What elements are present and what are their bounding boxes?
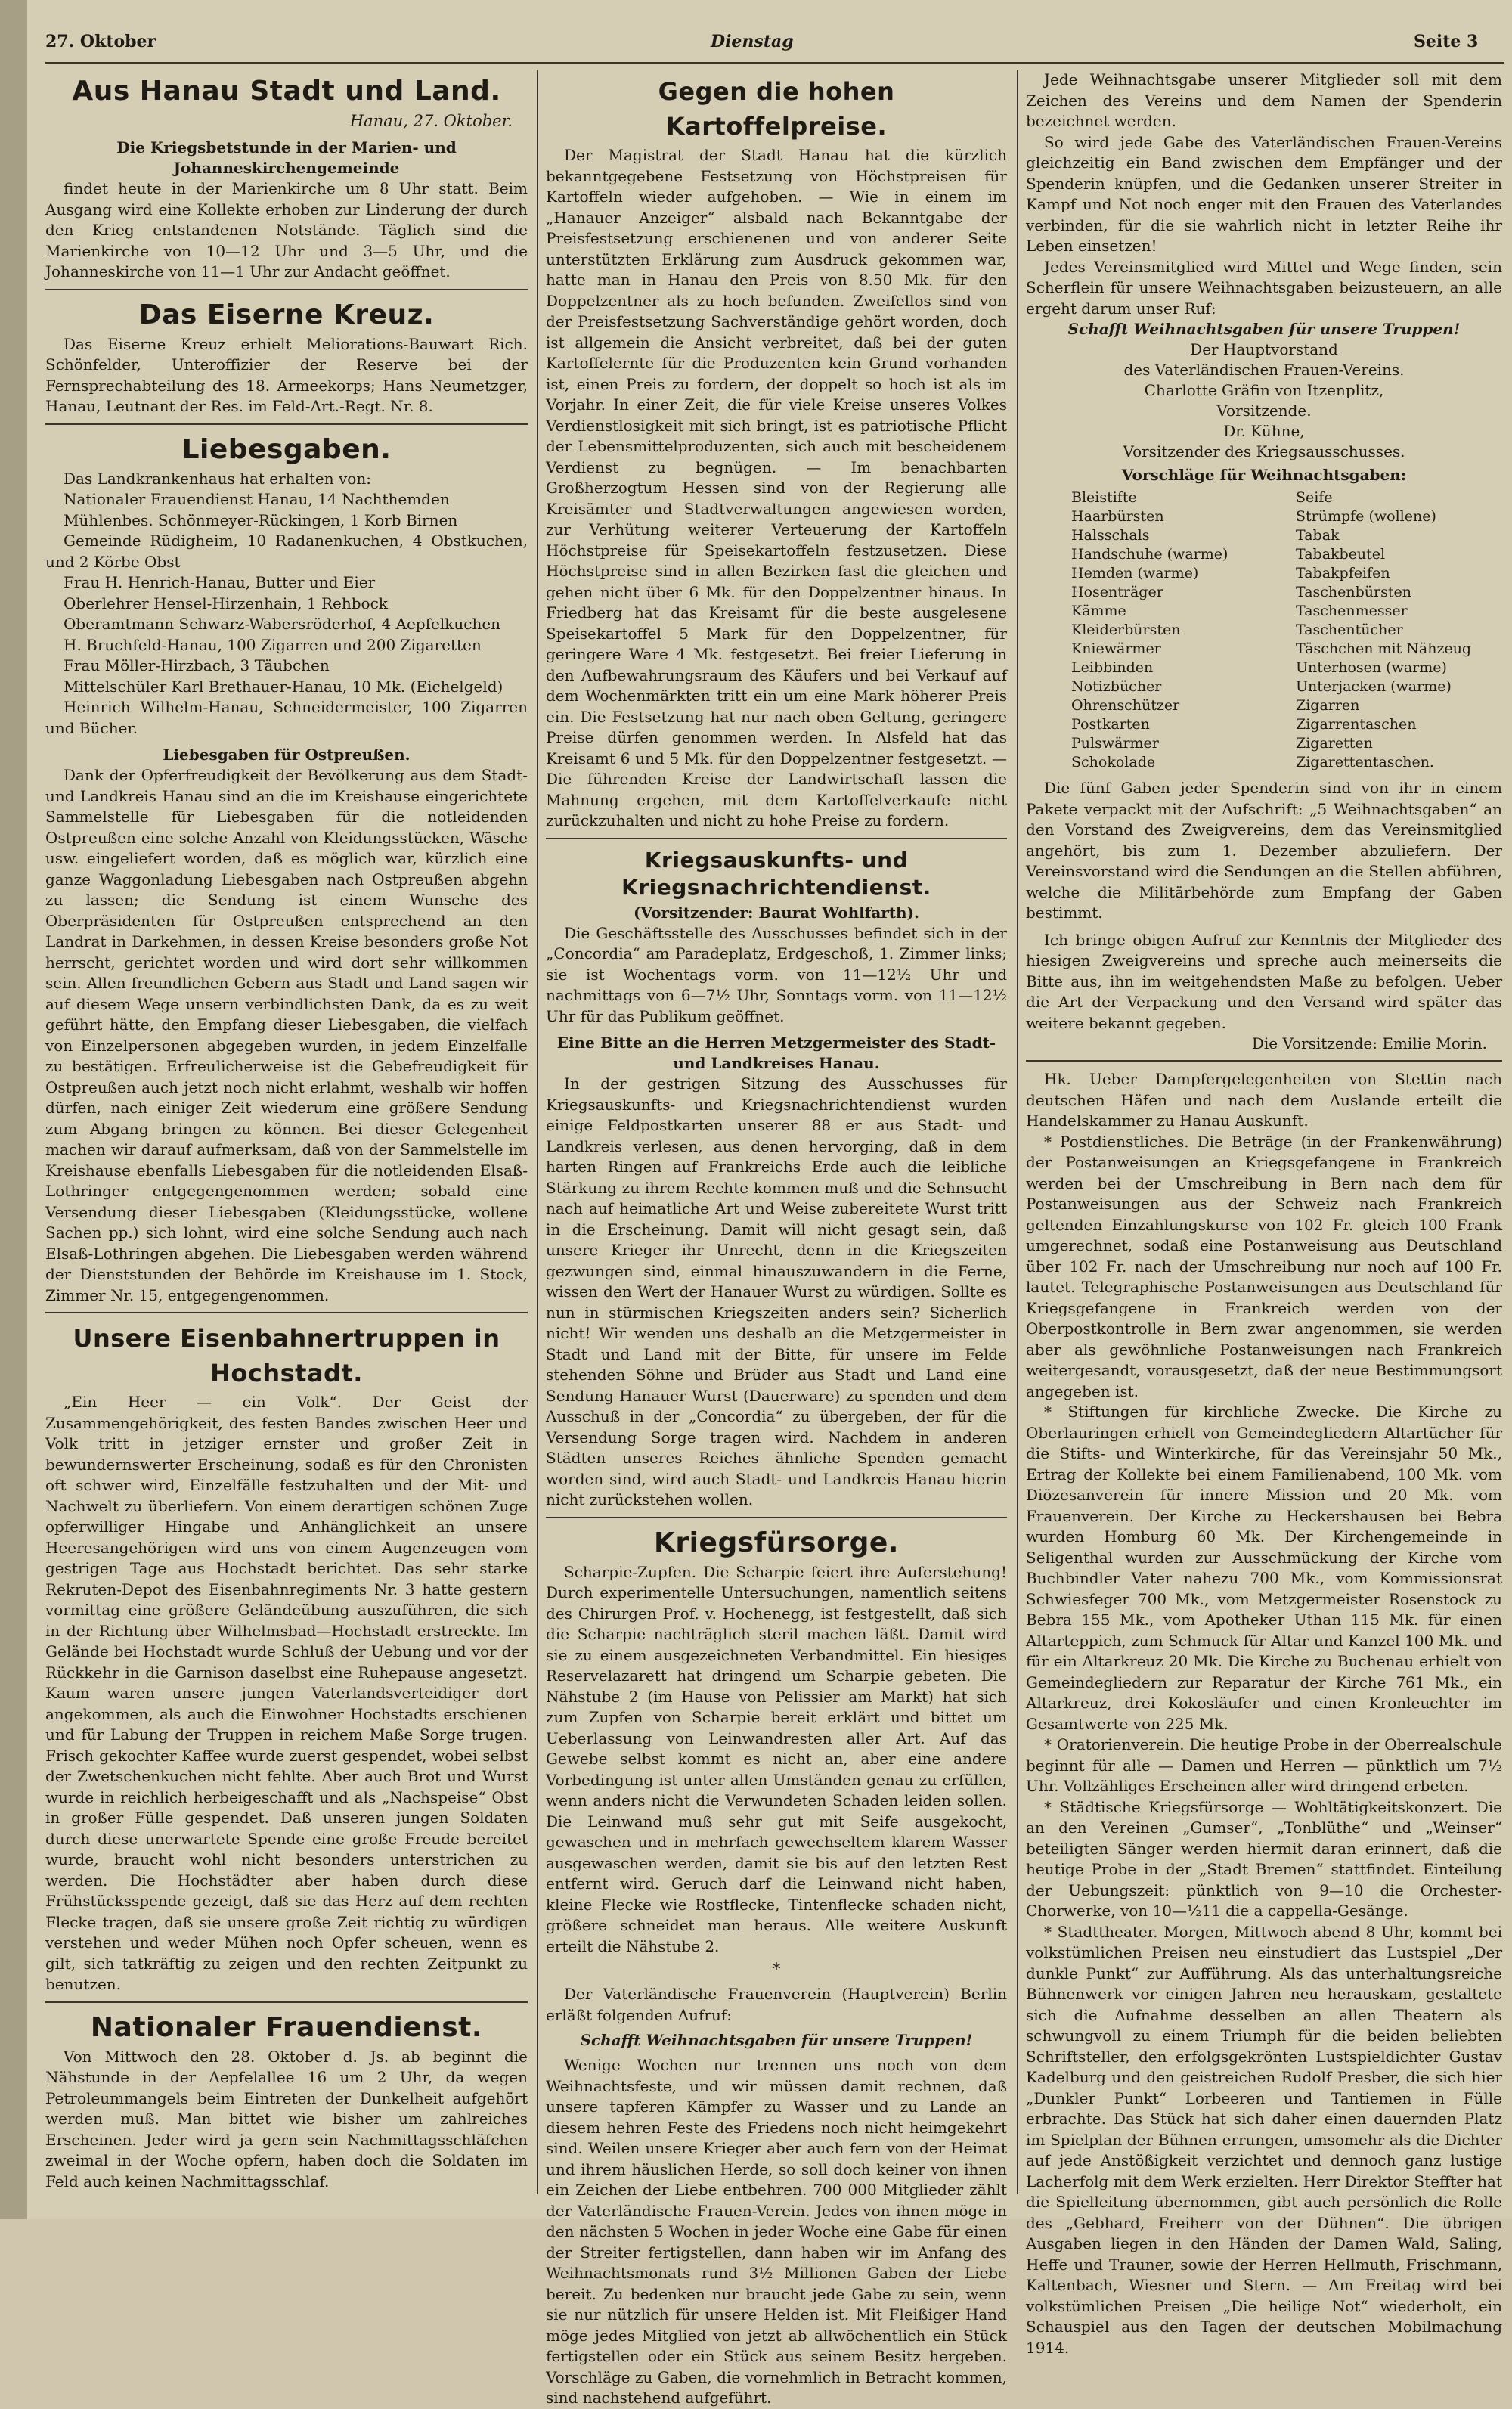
list-line: H. Bruchfeld-Hanau, 100 Zigarren und 200 Zigaretten xyxy=(64,635,482,654)
article-text: Jedes Vereinsmitglied wird Mittel und Wege finden, sein Scherflein für unsere Weihnachtsgaben beizusteuern, an alle ergeht darum unser Ruf: xyxy=(1026,257,1502,318)
gift-list-title: Vorschläge für Weihnachtsgaben: xyxy=(1121,466,1407,484)
article-title: Gegen die hohen Kartoffelpreise. xyxy=(658,77,895,141)
list-line: Das Landkrankenhaus hat erhalten von: xyxy=(64,469,371,488)
article-title: Kriegsfürsorge. xyxy=(654,1527,899,1558)
list-line: Nationaler Frauendienst Hanau, 14 Nachthemden xyxy=(64,490,450,508)
signature-line: Der Hauptvorstand xyxy=(1190,340,1338,358)
gift-item: Leibbinden xyxy=(1071,659,1154,676)
gift-item: Strümpfe (wollene) xyxy=(1296,508,1436,525)
article-heading: Liebesgaben für Ostpreußen. xyxy=(163,746,411,764)
column-rule-2 xyxy=(1017,70,1018,2194)
article-text: Die Geschäftsstelle des Ausschusses befindet sich in der „Concordia“ am Paradeplatz, Erdgeschoß, 1. Zimmer links; sie ist Wochentags vorm. von 11—12½ Uhr und nachmittags von 6—7½ Uhr, Sonntags vorm. von 11—12½ Uhr für das Publikum geöffnet. xyxy=(546,923,1007,1025)
article-title: Nationaler Frauendienst. xyxy=(90,2011,483,2043)
gift-item: Pulswärmer xyxy=(1071,735,1159,752)
gift-item: Notizbücher xyxy=(1071,678,1162,695)
article-title: Unsere Eisenbahnertruppen in Hochstadt. xyxy=(73,1324,500,1387)
article-text: Die fünf Gaben jeder Spenderin sind von ihr in einem Pakete verpackt mit der Aufschrift: „5 Weihnachtsgaben“ an den Vorstand des Zweigvereins, dem das Vereinsmitglied angehört, bis zum 1. Dezember abzuliefern. Der Vereinsvorstand wird die Sendungen an die Stellen abführen, welche die Militärbehörde zum Empfang der Gaben bestimmt. xyxy=(1026,779,1502,922)
gift-item: Zigarettentaschen. xyxy=(1296,754,1434,770)
gift-item: Schokolade xyxy=(1071,754,1156,770)
list-line: Frau Möller-Hirzbach, 3 Täubchen xyxy=(64,656,330,674)
gift-item: Hosenträger xyxy=(1071,584,1163,600)
facing-page-edge xyxy=(0,0,27,2219)
gift-item: Tabakbeutel xyxy=(1296,546,1386,563)
article-title: Kriegsauskunfts- und Kriegsnachrichtendienst. xyxy=(621,847,931,900)
signature-line: des Vaterländischen Frauen-Vereins. xyxy=(1123,361,1405,379)
signature-role: Vorsitzender des Kriegsausschusses. xyxy=(1123,442,1405,460)
signature-line: Die Vorsitzende: Emilie Morin. xyxy=(1251,1034,1487,1053)
gift-item: Taschenbürsten xyxy=(1296,584,1411,600)
gift-item: Unterhosen (warme) xyxy=(1296,659,1447,676)
list-line: Mühlenbes. Schönmeyer-Rückingen, 1 Korb Birnen xyxy=(64,510,458,529)
gift-item: Bleistifte xyxy=(1071,489,1137,506)
gift-item: Kleiderbürsten xyxy=(1071,622,1181,638)
article-text: Jede Weihnachtsgabe unserer Mitglieder soll mit dem Zeichen des Vereins und dem Namen der Spenderin bezeichnet werden. xyxy=(1026,70,1502,130)
gift-item: Postkarten xyxy=(1071,716,1150,733)
gift-item: Ohrenschützer xyxy=(1071,697,1180,714)
gift-list xyxy=(1071,488,1502,772)
dateline: Hanau, 27. Oktober. xyxy=(349,112,513,130)
divider xyxy=(546,1517,1007,1518)
article-text: Der Magistrat der Stadt Hanau hat die kürzlich bekanntgegebene Festsetzung von Höchstpreisen für Kartoffeln wieder aufgehoben. — Wie in einem im „Hanauer Anzeiger“ alsbald nach Bekanntgabe der Preisfestsetzung erschienenen und von anderer Seite unterstützten Erklärung zum Ausdruck gekommen war, hatte man in Hanau den Preis von 8.50 Mk. für den Doppelzentner als zu hoch befunden. Zweifellos sind von der Preisfestsetzung Sachverständige gehört worden, doch ist allgemein die Ansicht verbreitet, daß bei der guten Kartoffelernte für die Produzenten kein Grund vorhanden ist, einen Preis zu fordern, der doppelt so hoch ist als im Vorjahr. In einer Zeit, die für viele Kreise unseres Volkes Verdienstlosigkeit mit sich bringt, ist es patriotische Pflicht der Lebensmittelproduzenten, sich auch mit bescheidenem Verdienst zu begnügen. — Im benachbarten Großherzogtum Hessen sind von der Regierung alle Kreisämter und Stadtverwaltungen angewiesen worden, zur Verhütung weiterer Verteuerung der Kartoffeln Höchstpreise für Speisekartoffeln festzusetzen. Diese Höchstpreise sind in allen Bezirken fast die gleichen und gehen nicht über 6 Mk. für den Doppelzentner hinaus. In Friedberg hat das Kreisamt für die beste ausgelesene Speisekartoffel 5 Mark für den Doppelzentner, für geringere Ware 4 Mk. festgesetzt. Bei freier Lieferung in den Aufbewahrungsraum des Käufers und bei Verkauf auf dem Wochenmärkten tritt ein um eine Mark höherer Preis ein. Die Festsetzung hat nur nach oben Geltung, geringere Preise dürfen genommen werden. In Alsfeld hat das Kreisamt 6 und 5 Mk. für den Doppelzentner festgesetzt. — Die führenden Kreise der Landwirtschaft lassen die Mahnung ergehen, mit dem Kartoffelverkaufe nicht zurückzuhalten und nicht zu hohe Preise zu fordern. xyxy=(546,146,1007,829)
divider xyxy=(45,423,528,425)
gift-item: Tabak xyxy=(1296,527,1340,544)
star-separator: * xyxy=(772,1961,781,1980)
header-rule xyxy=(45,62,1504,64)
signature-name: Charlotte Gräfin von Itzenplitz, xyxy=(1144,381,1384,399)
article-text: Wenige Wochen nur trennen uns noch von dem Weihnachtsfeste, und wir müssen damit rechnen, daß unsere tapferen Kämpfer zu Wasser und zu Lande an diesem hehren Feste des Friedens noch nicht heimgekehrt sind. Weilen unsere Krieger aber auch fern von der Heimat und ihrem häuslichen Herde, so soll doch keiner von ihnen ein Zeichen der Liebe entbehren. 700 000 Mitglieder zählt der Vaterländische Frauen-Verein. Jedes von ihnen möge in den nächsten 5 Wochen in jeder Woche eine Gabe für einen der Streiter fertigstellen, dann haben wir im Anfang des Weihnachtsmonats rund 3½ Millionen Gaben der Liebe bereit. Zu bedenken nur braucht jede Gabe zu sein, wenn sie nur nützlich für unsere Helden ist. Mit Fleißiger Hand möge jedes Mitglied von jetzt ab allwöchentlich ein Stück fertigstellen oder ein Stück aus seinem Besitz hergeben. Vorschläge zu Gaben, die vornehmlich in Betracht kommen, sind nachstehend aufgeführt. xyxy=(546,2056,1007,2407)
column-2 xyxy=(546,70,1007,2407)
article-text: In der gestrigen Sitzung des Ausschusses für Kriegsauskunfts- und Kriegsnachrichtendienst wurden einige Feldpostkarten unserer 88 er aus Stadt- und Landkreis verlesen, aus denen hervorging, daß in dem harten Ringen auf Frankreichs Erde auch die leibliche Stärkung zu ihrem Rechte kommen muß und die Sehnsucht nach auf heimatliche Art und Weise zubereitete Wurst tritt in die Erscheinung. Damit will nicht gesagt sein, daß unsere Krieger ihr Unrecht, denn in die Kriegszeiten gezwungen sind, einmal hinauszuwandern in die Ferne, wissen den Wert der Hanauer Wurst zu würdigen. Sollte es nun in stürmischen Kriegszeiten anders sein? Sicherlich nicht! Wir wenden uns deshalb an die Metzgermeister in Stadt und Land mit der Bitte, für unsere im Felde stehenden Söhne und Brüder aus Stadt und Land eine Sendung Hanauer Wurst (Dauerware) zu spenden und dem Ausschuß in der „Concordia“ zu übergeben, der für die Versendung Sorge tragen wird. Nachdem in anderen Städten unseres Reiches ähnliche Spenden gemacht worden sind, wird auch Stadt- und Landkreis Hanau hierin nicht zurückstehen wollen. xyxy=(546,1074,1007,1508)
news-item: * Oratorienverein. Die heutige Probe in der Oberrealschule beginnt für alle — Damen und Herren — pünktlich um 7½ Uhr. Vollzähliges Erscheinen aller wird dringend erbeten. xyxy=(1026,1735,1502,1795)
gift-item: Taschentücher xyxy=(1296,622,1403,638)
article-text: Von Mittwoch den 28. Oktober d. Js. ab beginnt die Nähstunde in der Aepfelallee 16 um 2 Uhr, da wegen Petroleummangels beim Eintreten der Dunkelheit aufgehört werden muß. Man bittet wie bisher um zahlreiches Erscheinen. Jeder wird ja gern sein Nachmittagsschläfchen zweimal in der Woche opfern, haben doch die Soldaten im Feld auch keinen Nachmittagsschlaf. xyxy=(45,2047,528,2190)
article-text: So wird jede Gabe des Vaterländischen Frauen-Vereins gleichzeitig ein Band zwischen dem Empfänger und der Spenderin knüpfen, und die Gedanken unserer Streiter in Kampf und Not noch enger mit den Frauen des Vaterlandes verbinden, für die sie wahrlich nicht in letzter Reihe ihr Leben einsetzen! xyxy=(1026,132,1502,255)
list-line: Gemeinde Rüdigheim, 10 Radanenkuchen, 4 Obstkuchen, und 2 Körbe Obst xyxy=(45,532,528,571)
divider xyxy=(45,289,528,290)
list-line: Oberamtmann Schwarz-Wabersröderhof, 4 Aepfelkuchen xyxy=(64,615,501,633)
gift-item: Taschenmesser xyxy=(1296,603,1408,619)
article-text: Der Vaterländische Frauenverein (Hauptverein) Berlin erläßt folgenden Aufruf: xyxy=(546,1985,1007,2024)
gift-item: Kämme xyxy=(1071,603,1126,619)
divider xyxy=(1026,1060,1502,1062)
list-line: Frau H. Henrich-Hanau, Butter und Eier xyxy=(64,573,376,591)
article-text: Ich bringe obigen Aufruf zur Kenntnis der Mitglieder des hiesigen Zweigvereins und spreche auch meinerseits die Bitte aus, ihn im weitgehendsten Maße zu befolgen. Ueber die Art der Verpackung und den Versand wird später das weitere bekannt gegeben. xyxy=(1026,930,1502,1032)
gift-item: Zigaretten xyxy=(1296,735,1373,752)
news-item: * Stiftungen für kirchliche Zwecke. Die Kirche zu Oberlauringen erhielt von Gemeindegliedern Altartücher für die Stifts- und Winterkirche, für das Vereinsjahr 50 Mk., Ertrag der Kollekte bei einem Familienabend, 100 Mk. vom Diözesanverein für innere Mission und 20 Mk. vom Frauenverein. Der Kirche zu Heckershausen bei Bebra wurden Homburg 60 Mk. Der Kirchengemeinde in Seligenthal wurden zur Ausschmückung der Kirche vom Buchbindler Vater nahezu 700 Mk., vom Kommissionsrat Schwiesfeger 700 Mk., vom Metzgermeister Rosenstock zu Bebra 155 Mk., vom Apotheker Uthan 115 Mk. für einen Altarteppich, zum Schmuck für Altar und Kanzel 100 Mk. und für ein Altarkreuz 20 Mk. Die Kirche zu Buchenau erhielt von Gemeindegliedern zur Reparatur der Kirche 761 Mk., ein Altarkreuz, drei Kokosläufer und einen Kronleuchter im Gesamtwerte von 225 Mk. xyxy=(1026,1403,1502,1733)
news-item: Hk. Ueber Dampfergelegenheiten von Stettin nach deutschen Häfen und nach dem Auslande erteilt die Handelskammer zu Hanau Auskunft. xyxy=(1026,1070,1502,1130)
gift-item: Halsschals xyxy=(1071,527,1150,544)
news-item: * Postdienstliches. Die Beträge (in der Frankenwährung) der Postanweisungen an Kriegsgefangene in Frankreich werden bei der Umschreibung in Bern nach dem für Postanweisungen aus der Schweiz nach Frankreich geltenden Einzahlungskurse von 102 Fr. gleich 100 Frank umgerechnet, sodaß eine Postanweisung aus Deutschland über 102 Fr. nach der Umschreibung nur noch auf 100 Fr. lautet. Telegraphische Postanweisungen aus Deutschland für Kriegsgefangene in Frankreich werden von der Oberpostkontrolle in Bern zwar angenommen, sie werden aber als gewöhnliche Postanweisungen nach Frankreich weitergesandt, vorausgesetzt, daß der neue Bestimmungsort angegeben ist. xyxy=(1026,1132,1502,1400)
article-text: findet heute in der Marienkirche um 8 Uhr statt. Beim Ausgang wird eine Kollekte erhoben zur Linderung der durch den Krieg entstandenen Notstände. Täglich sind die Marienkirche von 10—12 Uhr und 3—5 Uhr, und die Johanneskirche von 11—1 Uhr zur Andacht geöffnet. xyxy=(45,179,528,281)
signature-role: Vorsitzende. xyxy=(1216,402,1312,420)
news-item: * Stadttheater. Morgen, Mittwoch abend 8 Uhr, kommt bei volkstümlichen Preisen neu einstudiert das Lustspiel „Der dunkle Punkt“ zur Aufführung. Als das unterhaltungsreiche Bühnenwerk vor einigen Jahren neu herauskam, gestaltete sich die Aufnahme desselben an allen Theatern als schwungvoll zu einem Triumph für die beiden beliebten Schriftsteller, den erfolgsgekrönten Lustspieldichter Gustav Kadelburg und den geistreichen Rudolf Presber, die sich hier „Dunkler Punkt“ Lorbeeren und Tantiemen in Fülle erbrachte. Das Stück hat sich daher einen dauernden Platz im Spielplan der Bühnen errungen, umsomehr als die Dichter auf jede Anstößigkeit verzichtet und dennoch ganz lustige Lacherfolg mit dem Werk erzielten. Herr Direktor Steffter hat die Spielleitung übernommen, gibt auch persönlich die Rolle des „Gebhard, Freiherr von der Dühnen“. Die übrigen Ausgaben liegen in den Händen der Damen Wald, Saling, Heffe und Trauner, sowie der Herren Hellmuth, Frischmann, Kaltenbach, Wiesner und Stern. — Am Freitag wird bei volkstümlichen Preisen „Die heilige Not“ wiederholt, ein Schauspiel aus den Tagen der deutschen Mobilmachung 1914. xyxy=(1026,1922,1502,2357)
article-subtitle: (Vorsitzender: Baurat Wohlfarth). xyxy=(633,903,920,922)
list-line: Heinrich Wilhelm-Hanau, Schneidermeister, 100 Zigarren und Bücher. xyxy=(45,698,528,737)
article-heading: Schafft Weihnachtsgaben für unsere Truppen! xyxy=(580,2031,973,2049)
gift-item: Handschuhe (warme) xyxy=(1071,546,1228,563)
article-heading: Die Kriegsbetstunde in der Marien- und Johanneskirchengemeinde xyxy=(116,138,457,177)
gift-item: Seife xyxy=(1296,489,1333,506)
article-text: Das Eiserne Kreuz erhielt Meliorations-Bauwart Rich. Schönfelder, Unteroffizier der Reserve bei der Fernsprechabteilung des 18. Armeekorps; Hans Neumetzger, Hanau, Leutnant der Res. im Feld-Art.-Regt. Nr. 8. xyxy=(45,334,528,415)
gift-item: Täschchen mit Nähzeug xyxy=(1296,640,1472,657)
appeal-line: Schafft Weihnachtsgaben für unsere Truppen! xyxy=(1067,320,1461,338)
list-line: Mittelschüler Karl Brethauer-Hanau, 10 Mk. (Eichelgeld) xyxy=(64,677,503,696)
divider xyxy=(546,838,1007,839)
gift-item: Kniewärmer xyxy=(1071,640,1161,657)
column-rule-1 xyxy=(537,70,538,2194)
divider xyxy=(45,2001,528,2003)
article-heading: Eine Bitte an die Herren Metzgermeister des Stadt- und Landkreises Hanau. xyxy=(556,1034,996,1072)
header-date: 27. Oktober xyxy=(45,32,156,51)
header-page-number: Seite 3 xyxy=(1414,32,1479,51)
column-3 xyxy=(1026,70,1502,2357)
list-line: Oberlehrer Hensel-Hirzenhain, 1 Rehbock xyxy=(64,594,388,612)
column-1 xyxy=(45,70,528,2202)
section-title: Aus Hanau Stadt und Land. xyxy=(72,76,501,107)
signature-name: Dr. Kühne, xyxy=(1223,422,1305,440)
news-item: * Städtische Kriegsfürsorge — Wohltätigkeitskonzert. Die an den Vereinen „Gumser“, „Tonblüthe“ und „Weinser“ beteiligten Sänger werden hiermit daran erinnert, daß die heutige Probe in der „Stadt Bremen“ stattfindet. Einteilung der Uebungszeit: pünktlich von 9—10 die Orchester-Chorwerke, von 10—½11 die a cappella-Gesänge. xyxy=(1026,1797,1502,1920)
header-day: Dienstag xyxy=(711,32,794,51)
gift-item: Tabakpfeifen xyxy=(1296,565,1390,581)
article-text: Dank der Opferfreudigkeit der Bevölkerung aus dem Stadt- und Landkreis Hanau sind an die im Kreishause eingerichtete Sammelstelle für Liebesgaben für die notleidenden Ostpreußen eine solche Anzahl von Kleidungsstücken, Wäsche usw. eingeliefert worden, daß es möglich war, kürzlich eine ganze Waggonladung Liebesgaben nach Ostpreußen abgehn zu lassen; die Sendung ist einem Wunsche des Oberpräsidenten für Ostpreußen entsprechend an den Landrat in Darkehmen, in dessen Kreise besonders große Not herrscht, gerichtet worden und wird dort sehr willkommen sein. Allen freundlichen Gebern aus Stadt und Land sagen wir auf diesem Wege unsern verbindlichsten Dank, da es zu weit geführt hätte, den Empfang dieser Liebesgaben, die vielfach von Einzelpersonen abgegeben wurden, in jedem Einzelfalle zu bestätigen. Erfreulicherweise ist die Gebefreudigkeit für Ostpreußen auch jetzt noch nicht erlahmt, weshalb wir hoffen dürfen, nach einiger Zeit wiederum eine größere Sendung zum Abgang bringen zu können. Bei dieser Gelegenheit machen wir darauf aufmerksam, daß von der Sammelstelle im Kreishause ebenfalls Liebesgaben für die notleidenden Elsaß-Lothringer entgegengenommen werden; sobald eine Versendung dieser Liebesgaben (Kleidungsstücke, wollene Sachen pp.) sich lohnt, wird eine solche Sendung auch nach Elsaß-Lothringen abgehen. Die Liebesgaben werden während der Dienststunden der Behörde im Kreishause im 1. Stock, Zimmer Nr. 15, entgegengenommen. xyxy=(45,766,528,1304)
article-title: Das Eiserne Kreuz. xyxy=(138,299,435,330)
gift-item: Zigarren xyxy=(1296,697,1360,714)
divider xyxy=(45,1312,528,1313)
gift-item: Unterjacken (warme) xyxy=(1296,678,1452,695)
gift-item: Zigarrentaschen xyxy=(1296,716,1417,733)
gift-item: Haarbürsten xyxy=(1071,508,1164,525)
article-text: „Ein Heer — ein Volk“. Der Geist der Zusammengehörigkeit, des festen Bandes zwischen Heer und Volk tritt in jetziger ernster und großer Zeit in bewundernswerter Erscheinung, sodaß es für den Chronisten oft schwer wird, Einzelfälle festzuhalten und der Mit- und Nachwelt zu überliefern. Von einem derartigen schönen Zuge opferwilliger Hingabe und Anhänglichkeit an unsere Heeresangehörigen wird uns von einem Augenzeugen vom gestrigen Tage aus Hochstadt berichtet. Das sehr starke Rekruten-Depot des Eisenbahnregiments Nr. 3 hatte gestern vormittag eine größere Geländeübung auszuführen, die sich in der Richtung über Wilhelmsbad—Hochstadt erstreckte. Im Gelände bei Hochstadt wurde Schluß der Uebung und vor der Rückkehr in die Garnison daselbst eine Ruhepause angesetzt. Kaum waren unsere jungen Vaterlandsverteidiger dort angekommen, als auch die Einwohner Hochstadts erschienen und für Labung der Truppen in reichem Maße Sorge trugen. Frisch gekochter Kaffee wurde zuerst gespendet, wobei selbst der Zwetschenkuchen nicht fehlte. Aber auch Brot und Wurst wurde in reichlich herbeigeschafft und als „Nachspeise“ Obst in großer Fülle gespendet. Daß unseren jungen Soldaten durch diese unerwartete Spende eine große Freude bereitet wurde, braucht wohl nicht besonders unterstrichen zu werden. Die Hochstädter aber haben durch diese Frühstücksspende gezeigt, daß sie das Herz auf dem rechten Flecke tragen, daß sie unsere große Zeit richtig zu würdigen verstehen und weder Mühen noch Opfer scheuen, wenn es gilt, sich tatkräftig zu zeigen und den rechten Zeitpunkt zu benutzen. xyxy=(45,1393,528,1993)
gift-item: Hemden (warme) xyxy=(1071,565,1199,581)
article-title: Liebesgaben. xyxy=(181,433,392,465)
article-text: Scharpie-Zupfen. Die Scharpie feiert ihre Auferstehung! Durch experimentelle Untersuchungen, namentlich seitens des Chirurgen Prof. v. Hochenegg, ist festgestellt, daß sich die Scharpie nachträglich steril machen läßt. Damit wird sie zu einem ausgezeichneten Verbandmittel. Ein hiesiges Reservelazarett hat dringend um Scharpie gebeten. Die Nähstube 2 (im Hause von Pelissier am Markt) hat sich zum Zupfen von Scharpie bereit erklärt und bittet um Ueberlassung von Leinwandresten aller Art. Auf das Gewebe selbst kommt es nicht an, aber eine andere Vorbedingung ist unter allen Umständen genau zu erfüllen, wenn anders nicht die Verwundeten Schaden leiden sollen. Die Leinwand muß sehr gut mit Seife ausgekocht, gewaschen und in mehrfach gewechseltem klarem Wasser ausgewaschen werden, damit sie bis auf den letzten Rest entfernt wird. Geruch darf die Leinwand nicht haben, kleine Flecke wie Rostflecke, Tintenflecke schaden nicht, größere schneidet man heraus. Alle weitere Auskunft erteilt die Nähstube 2. xyxy=(546,1562,1007,1955)
